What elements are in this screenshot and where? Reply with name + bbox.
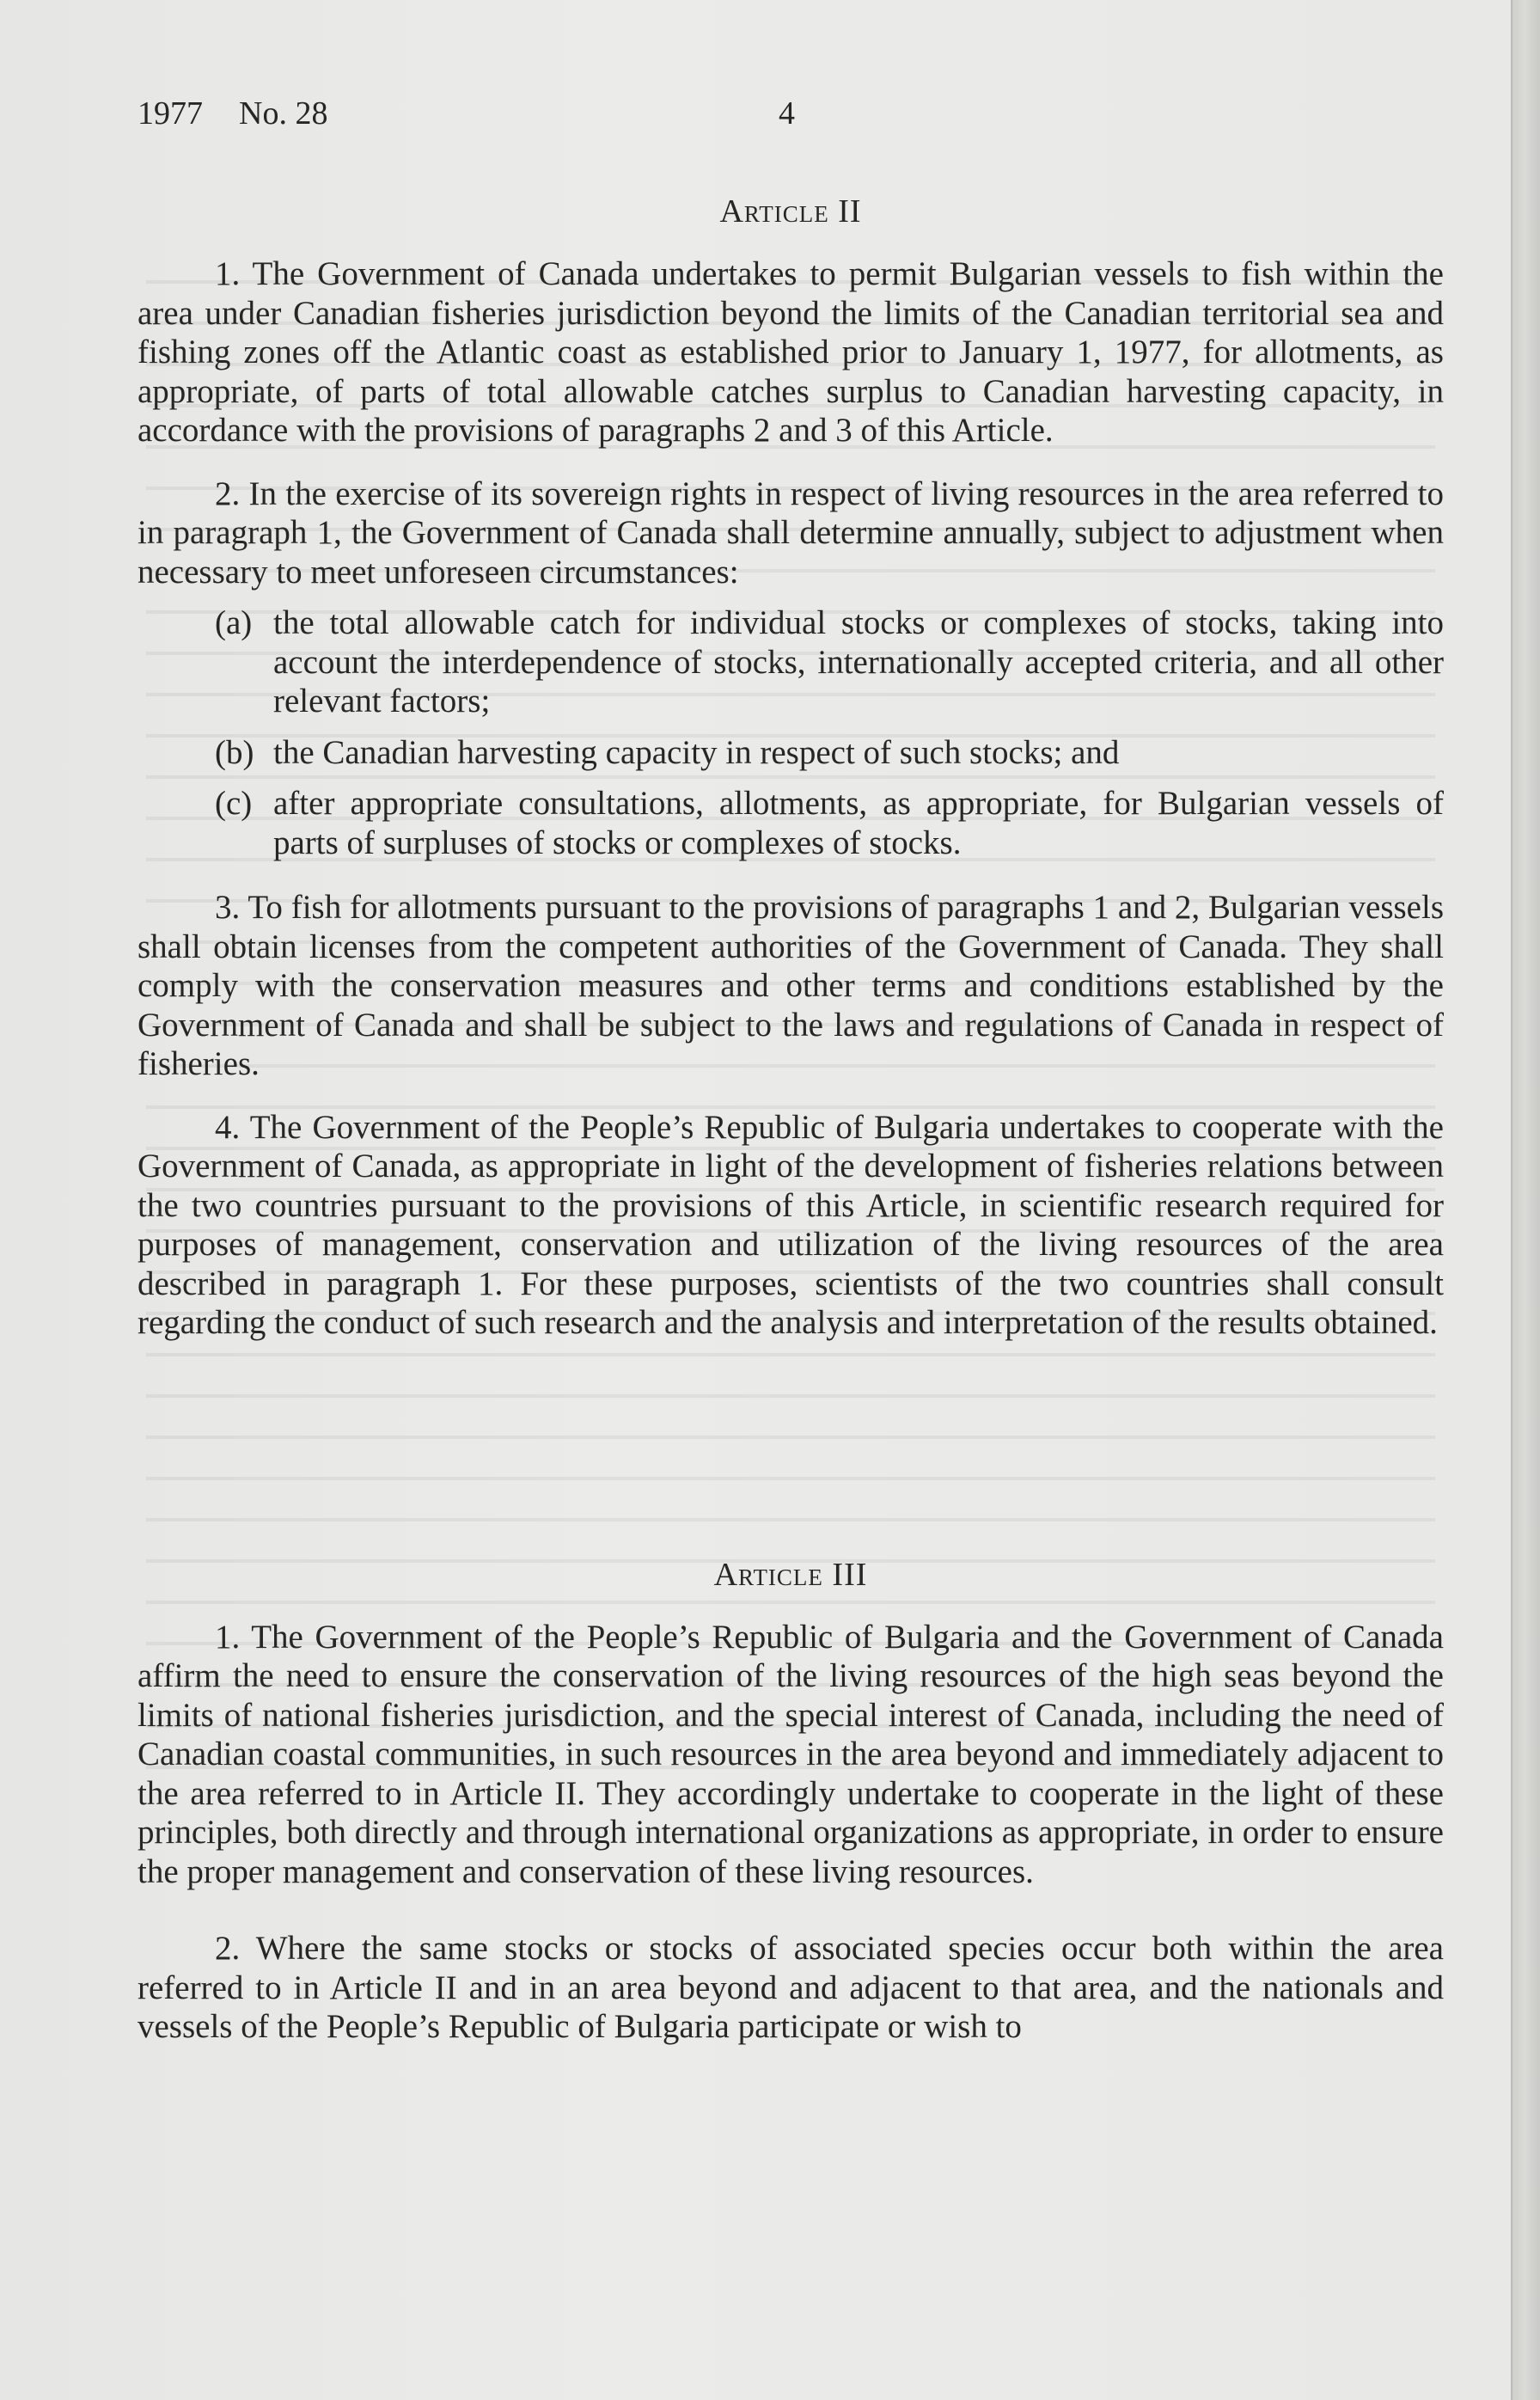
list-item (138, 784, 1444, 862)
article-3-heading: Article III (713, 1556, 868, 1593)
article-2-paragraph-4: 4. The Government of the People’s Republic of Bulgaria undertakes to cooperate with the Government of Canada, as appropriate in light of the development of fisheries relations between the two countries pursuant to the provisions of this Article, in scientific research required for purposes of management, conservation and utilization of the living resources of the area described in paragraph 1. For these purposes, scientists of the two countries shall consult regarding the conduct of such research and the analysis and interpretation of the results obtained. (138, 1108, 1444, 1341)
header-year: 1977 (138, 95, 203, 132)
list-item (138, 733, 1444, 773)
list-item-text: the Canadian harvesting capacity in respect of such stocks; and (273, 733, 1120, 771)
list-item (138, 603, 1444, 721)
book-spine-edge (1511, 0, 1540, 2400)
section-gap (138, 1367, 1444, 1554)
page-number: 4 (779, 95, 795, 132)
article-2-paragraph-1: 1. The Government of Canada undertakes to permit Bulgarian vessels to fish within the area under Canadian fisheries jurisdiction beyond the limits of the Canadian territorial sea and fishing zones off the Atlantic coast as established prior to January 1, 1977, for allotments, as appropriate, of parts of total allowable catches surplus to Canadian harvesting capacity, in accordance with the provisions of paragraphs 2 and 3 of this Article. (138, 255, 1444, 449)
article-2-paragraph-2: 2. In the exercise of its sovereign rights in respect of living resources in the area referred to in paragraph 1, the Government of Canada shall determine annually, subject to adjustment when necessary to meet unforeseen circumstances: (138, 474, 1444, 591)
page-header (138, 95, 1444, 146)
article-2-paragraph-3: 3. To fish for allotments pursuant to the provisions of paragraphs 1 and 2, Bulgarian vessels shall obtain licenses from the competent authorities of the Government of Canada. They shall comply with the conservation measures and other terms and conditions established by the Government of Canada and shall be subject to the laws and regulations of Canada in respect of fisheries. (138, 889, 1444, 1082)
list-item-label: (a) (215, 604, 253, 641)
article-3-paragraph-1: 1. The Government of the People’s Republic of Bulgaria and the Government of Canada affirm the need to ensure the conservation of the living resources of the high seas beyond the limits of national fisheries jurisdiction, and the special interest of Canada, including the need of Canadian coastal communities, in such resources in the area beyond and immediately adjacent to the area referred to in Article II. They accordingly undertake to cooperate in the light of these principles, both directly and through international organizations as appropriate, in order to ensure the proper management and conservation of these living resources. (138, 1618, 1444, 1890)
list-item-label: (b) (215, 733, 254, 771)
list-item-label: (c) (215, 785, 253, 822)
header-number: No. 28 (239, 95, 328, 132)
article-3-paragraph-2: 2. Where the same stocks or stocks of associated species occur both within the area referred to in Article II and in an area beyond and adjacent to that area, and the nationals and vessels of the People’s Republic of Bulgaria participate or wish to (138, 1930, 1444, 2045)
article-2-list (138, 603, 1444, 862)
list-item-text: the total allowable catch for individual stocks or complexes of stocks, taking into account the interdependence of stocks, internationally accepted criteria, and all other relevant factors; (273, 604, 1444, 719)
article-2-heading: Article II (719, 193, 862, 230)
document-body (138, 95, 1444, 2071)
list-item-text: after appropriate consultations, allotments, as appropriate, for Bulgarian vessels of parts of surpluses of stocks or complexes of stocks. (273, 785, 1444, 861)
